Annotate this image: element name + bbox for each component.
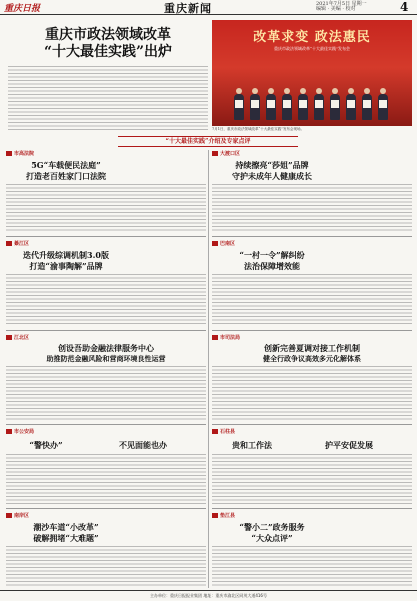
lead-photo — [212, 20, 412, 126]
article-kicker: 迭代升级综调机制3.0版 — [23, 250, 109, 260]
article-title: “大众点评” — [251, 533, 293, 543]
article-divider — [212, 236, 412, 237]
article-divider — [212, 330, 412, 331]
photo-backdrop-title: 改革求变 政法惠民 — [253, 30, 371, 45]
newspaper-logo: 重庆日报 — [4, 4, 41, 14]
article-tag: 綦江区 — [6, 240, 29, 247]
article-kicker: 持续擦亮“莎姐”品牌 — [235, 160, 309, 170]
article-kicker: 创新完善夏调对接工作机制 — [264, 343, 360, 353]
article-title: 不见面能也办 — [119, 440, 167, 450]
article-kicker: “一村一令”解纠纷 — [239, 250, 305, 260]
article-body — [6, 454, 206, 504]
page-footer: 主办单位：重庆日报报业集团 地址：重庆市渝北区同茂大道416号 — [0, 590, 417, 601]
photo-caption: 7月1日，重庆市政法领域改革“十大最佳实践”发布会现场。 — [212, 127, 305, 131]
article-kicker: 5G“车载便民法庭” — [31, 160, 101, 170]
article-body — [6, 546, 206, 586]
page-meta-editors: 编辑 · 美编 · 校对 — [316, 6, 356, 12]
article-kicker: “警快办” — [29, 440, 63, 450]
article-title: 守护未成年人健康成长 — [232, 171, 312, 181]
article-title: 法治保障增效能 — [244, 261, 300, 271]
column-divider — [208, 150, 209, 588]
article-divider — [212, 508, 412, 509]
lead-headline-line1: 重庆市政法领域改革 — [45, 27, 171, 43]
section-title: 重庆新闻 — [164, 2, 212, 15]
section-banner: “十大最佳实践”介绍及专家点评 — [118, 136, 298, 147]
article-tag: 市司法局 — [212, 334, 240, 341]
photo-people — [234, 82, 390, 120]
article-divider — [6, 330, 206, 331]
article-tag: 南岸区 — [6, 512, 29, 519]
article-body — [212, 184, 412, 232]
article-tag: 江北区 — [6, 334, 29, 341]
article-divider — [6, 424, 206, 425]
article-kicker: 潮沙车道“小改革” — [33, 522, 99, 532]
lead-headline — [8, 27, 208, 61]
article-title: 破解拥堵“大难题” — [33, 533, 99, 543]
page-meta — [316, 2, 367, 12]
article-kicker: 创设吾助金融法律服务中心 — [58, 343, 154, 353]
article-divider — [6, 236, 206, 237]
lead-body-text — [8, 66, 208, 130]
photo-backdrop-subtitle: 重庆市政法领域改革“十大最佳实践”发布会 — [273, 46, 351, 51]
article-divider — [6, 508, 206, 509]
article-body — [212, 454, 412, 504]
article-tag: 市高法院 — [6, 150, 34, 157]
article-body — [6, 274, 206, 326]
article-tag: 石柱县 — [212, 428, 235, 435]
article-title: 助推防范金融风险和营商环境良性运营 — [46, 354, 166, 363]
page-meta-date: 2021年7月5日 星期一 — [316, 1, 367, 7]
article-kicker: “警小二”政务服务 — [239, 522, 305, 532]
article-title: 打造老百姓家门口法院 — [26, 171, 106, 181]
lead-headline-line2: “十大最佳实践”出炉 — [43, 44, 173, 60]
article-title: 健全行政争议高效多元化解体系 — [263, 354, 361, 363]
article-tag: 巴南区 — [212, 240, 235, 247]
page-number: 4 — [400, 0, 409, 14]
article-kicker: 贵和工作法 — [232, 440, 272, 450]
article-body — [6, 184, 206, 232]
article-title: 护平安促发展 — [325, 440, 373, 450]
article-body — [6, 366, 206, 420]
article-divider — [212, 424, 412, 425]
article-tag: 市公安局 — [6, 428, 34, 435]
article-body — [212, 546, 412, 586]
article-body — [212, 274, 412, 326]
article-body — [212, 366, 412, 420]
article-title: 打造“渝事陶解”品牌 — [29, 261, 103, 271]
article-tag: 垫江县 — [212, 512, 235, 519]
article-tag: 大渡口区 — [212, 150, 240, 157]
